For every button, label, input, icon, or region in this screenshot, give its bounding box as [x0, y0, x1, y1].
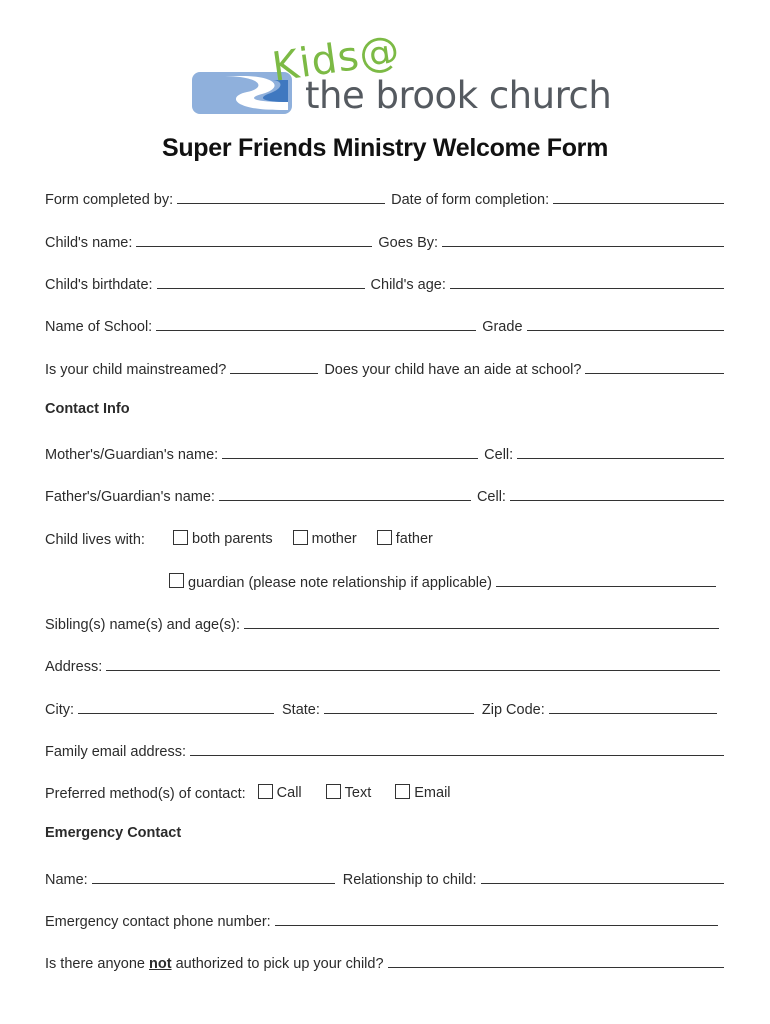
goes-by-label: Goes By: [378, 235, 439, 251]
option-mother[interactable] [293, 530, 357, 548]
mother-option-label: mother [311, 531, 357, 547]
row-child-name [45, 229, 724, 251]
mother-cell-label: Cell: [484, 447, 514, 463]
father-field[interactable] [219, 500, 471, 501]
goes-by-field[interactable] [442, 246, 724, 247]
text-label: Text [344, 785, 372, 801]
option-call[interactable] [258, 784, 302, 802]
completed-by-field[interactable] [177, 203, 385, 204]
church-logo [190, 22, 610, 122]
lives-with-label: Child lives with: [45, 532, 145, 548]
email-option-label: Email [414, 785, 451, 801]
emergency-contact-heading: Emergency Contact [45, 825, 182, 841]
guardian-relationship-field[interactable] [496, 586, 716, 587]
mother-cell-field[interactable] [517, 458, 724, 459]
call-checkbox[interactable] [258, 784, 273, 799]
emergency-phone-label: Emergency contact phone number: [45, 914, 271, 930]
page-title: Super Friends Ministry Welcome Form [161, 134, 609, 162]
both-parents-label: both parents [192, 531, 273, 547]
row-emergency-name [45, 866, 724, 888]
mainstreamed-field[interactable] [230, 373, 318, 374]
school-field[interactable] [156, 330, 476, 331]
not-authorized-field[interactable] [388, 967, 724, 968]
mother-label: Mother's/Guardian's name: [45, 447, 219, 463]
grade-field[interactable] [527, 330, 724, 331]
aide-field[interactable] [585, 373, 724, 374]
father-checkbox[interactable] [377, 530, 392, 545]
father-option-label: father [395, 531, 433, 547]
completed-by-label: Form completed by: [45, 192, 174, 208]
emergency-name-label: Name: [45, 872, 88, 888]
row-birthdate [45, 271, 724, 293]
father-label: Father's/Guardian's name: [45, 489, 215, 505]
row-father [45, 483, 724, 505]
row-siblings [45, 611, 719, 633]
emergency-phone-field[interactable] [275, 925, 718, 926]
address-label: Address: [45, 659, 103, 675]
not-authorized-suffix: authorized to pick up your child? [175, 956, 384, 972]
row-lives-with [45, 526, 724, 548]
mother-field[interactable] [222, 458, 478, 459]
state-field[interactable] [324, 713, 474, 714]
row-address [45, 653, 720, 675]
row-mainstreamed [45, 356, 724, 378]
row-email [45, 738, 724, 760]
child-name-field[interactable] [136, 246, 372, 247]
school-label: Name of School: [45, 319, 153, 335]
mainstreamed-label: Is your child mainstreamed? [45, 362, 227, 378]
row-city-state-zip [45, 696, 717, 718]
row-mother [45, 441, 724, 463]
siblings-field[interactable] [244, 628, 719, 629]
city-field[interactable] [78, 713, 274, 714]
option-father[interactable] [377, 530, 433, 548]
father-cell-label: Cell: [476, 489, 506, 505]
option-both-parents[interactable] [173, 530, 273, 548]
not-authorized-prefix: Is there anyone [45, 956, 145, 972]
not-authorized-emphasis: not [149, 956, 172, 972]
not-authorized-label [45, 956, 388, 972]
relationship-label: Relationship to child: [342, 872, 477, 888]
state-label: State: [282, 702, 320, 718]
preferred-contact-label: Preferred method(s) of contact: [45, 786, 246, 802]
zip-field[interactable] [549, 713, 717, 714]
row-guardian [169, 569, 716, 591]
city-label: City: [45, 702, 74, 718]
birthdate-field[interactable] [157, 288, 365, 289]
date-label: Date of form completion: [391, 192, 550, 208]
guardian-label: guardian (please note relationship if applicable) [188, 575, 492, 591]
row-completed-by [45, 186, 724, 208]
email-checkbox[interactable] [395, 784, 410, 799]
row-school [45, 313, 724, 335]
age-label: Child's age: [370, 277, 446, 293]
grade-label: Grade [482, 319, 523, 335]
email-label: Family email address: [45, 744, 187, 760]
option-text[interactable] [326, 784, 372, 802]
church-name: the brook church [305, 74, 612, 117]
emergency-name-field[interactable] [92, 883, 335, 884]
zip-label: Zip Code: [481, 702, 545, 718]
child-name-label: Child's name: [45, 235, 133, 251]
email-field[interactable] [190, 755, 724, 756]
row-not-authorized [45, 950, 724, 972]
age-field[interactable] [450, 288, 724, 289]
text-checkbox[interactable] [326, 784, 341, 799]
row-preferred-contact [45, 780, 724, 802]
mother-checkbox[interactable] [293, 530, 308, 545]
relationship-field[interactable] [481, 883, 724, 884]
siblings-label: Sibling(s) name(s) and age(s): [45, 617, 241, 633]
both-parents-checkbox[interactable] [173, 530, 188, 545]
contact-info-heading: Contact Info [45, 401, 130, 417]
father-cell-field[interactable] [510, 500, 724, 501]
birthdate-label: Child's birthdate: [45, 277, 153, 293]
row-emergency-phone [45, 908, 718, 930]
date-field[interactable] [553, 203, 724, 204]
call-label: Call [276, 785, 302, 801]
kids-logo-text: Kids@ [269, 27, 404, 91]
guardian-checkbox[interactable] [169, 573, 184, 588]
aide-label: Does your child have an aide at school? [324, 362, 582, 378]
address-field[interactable] [106, 670, 720, 671]
option-email[interactable] [395, 784, 450, 802]
